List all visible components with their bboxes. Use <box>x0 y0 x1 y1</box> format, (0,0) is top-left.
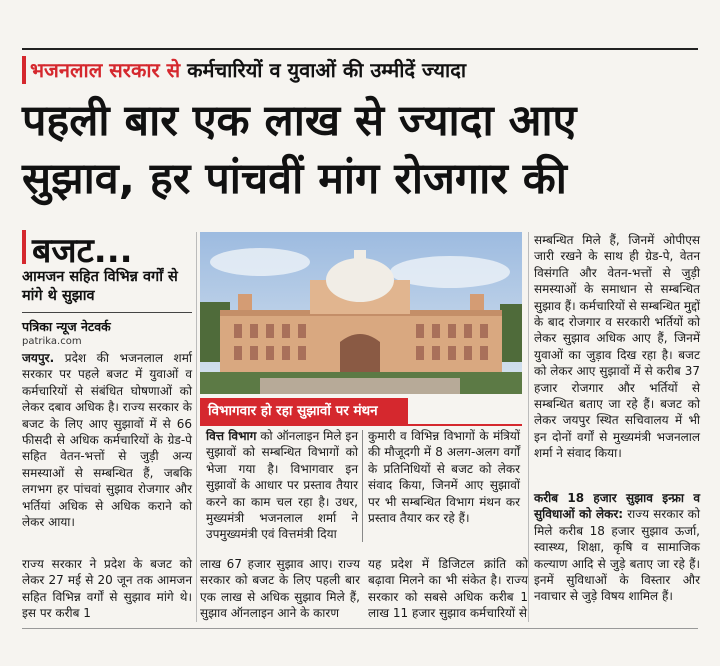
article-column-3-bottom <box>368 556 528 622</box>
col4-bottom-paragraph <box>534 490 700 605</box>
box-col1-text: को ऑनलाइन मिले इन सुझावों को सम्बन्धित विभागों को भेजा गया है। विभागवार इन सुझावों के आधार पर प्रस्ताव तैयार करने का काम चल रहा है। उधर, मुख्यमंत्री भजनलाल शर्मा ने उपमुख्यमंत्री एवं वित्तमंत्री दिया <box>206 429 358 542</box>
box-column-2 <box>368 428 520 526</box>
col2-bottom-paragraph: लाख 67 हजार सुझाव आए। राज्य सरकार को बजट के लिए पहली बार एक लाख से अधिक सुझाव मिले हैं, सुझाव ऑनलाइन आने के कारण <box>200 557 360 621</box>
article-column-4-bottom <box>534 490 700 605</box>
headline-line-2: सुझाव, हर पांचवीं मांग रोजगार की <box>22 154 567 204</box>
article-column-1 <box>22 350 192 530</box>
col4-paragraph: सम्बन्धित मिले हैं, जिनमें ओपीएस जारी रखने के साथ ही ग्रेड-पे, वेतन विसंगति और वेतन-भत्तों से जुड़ी समस्याओं के समाधान से सम्बन्धित सुझाव हैं। कर्मचारियों से सम्बन्धित मुद्दों के बाद रोजगार व सरकारी भर्तियों को लेकर सुझाव अधिक आए हैं, जिनमें युवाओं का जुड़ाव दिख रहा है। बजट को लेकर आए सुझावों में से करीब 37 हजार रोजगार और भर्तियों से सम्बन्धित बताए जा रहे हैं। बजट को लेकर जयपुर स्थित सचिवालय में भी इन दोनों वर्गों से मुख्यमंत्री भजनलाल शर्मा ने संवाद किया। <box>534 233 700 461</box>
box-col1-lead: वित्त विभाग <box>206 429 257 443</box>
infra-subheading: करीब 18 हजार सुझाव इन्फ्रा व सुविधाओं को लेकर: <box>534 491 700 522</box>
headline-accent-bar <box>22 230 26 264</box>
article-column-4 <box>534 232 700 462</box>
bottom-rule <box>22 628 698 629</box>
secretariat-building-image <box>200 232 522 394</box>
byline-url: patrika.com <box>22 336 82 347</box>
box-heading: विभागवार हो रहा सुझावों पर मंथन <box>200 398 408 424</box>
box-column-1 <box>206 428 358 543</box>
headline-line-1: पहली बार एक लाख से ज्यादा आए <box>22 96 577 146</box>
col3-bottom-paragraph: यह प्रदेश में डिजिटल क्रांति को बढ़ावा मिलने का भी संकेत है। राज्य सरकार को सबसे अधिक करीब 1 लाख 11 हजार सुझाव कर्मचारियों से <box>368 557 528 621</box>
subhead-rule <box>22 312 192 313</box>
dateline: जयपुर. <box>22 351 55 365</box>
kicker-line <box>30 56 466 83</box>
kicker-red-text: भजनलाल सरकार से <box>30 58 181 82</box>
col1-text: प्रदेश की भजनलाल शर्मा सरकार पर पहले बजट में युवाओं व कर्मचारियों से संबंधित घोषणाओं को लेकर दबाव अधिक है। राज्य सरकार के बजट के लिए आए सुझावों में से 66 फीसदी से अधिक कर्मचारियों के ग्रेड-पे सहित वेतन-भत्तों से जुड़ी अन्य समस्याओं से सम्बन्धित हैं, जबकि लगभग हर पांचवां सुझाव रोजगार और भर्तियां अधिक से अधिक कराने को लेकर आया। <box>22 351 192 530</box>
infra-text: राज्य सरकार को मिले करीब 18 हजार सुझाव ऊर्जा, स्वास्थ्य, शिक्षा, कृषि व सामाजिक कल्याण आदि से जुड़े बताए जा रहे हैं। इनमें सुविधाओं के विस्तार और नवाचार से जुड़े विषय शामिल हैं। <box>534 507 700 604</box>
col1-paragraph-2: राज्य सरकार ने प्रदेश के बजट को लेकर 27 मई से 20 जून तक आमजन सहित विभिन्न वर्गों से सुझाव मांगे थे। इस पर करीब 1 <box>22 557 192 621</box>
headline-line-3: बजट... <box>32 231 133 271</box>
kicker-accent-bar <box>22 56 26 84</box>
article-column-2-bottom <box>200 556 360 622</box>
col1-paragraph-1 <box>22 350 192 530</box>
box-col2-paragraph: कुमारी व विभिन्न विभागों के मंत्रियों की मौजूदगी में 8 अलग-अलग वर्गों के प्रतिनिधियों से बजट को लेकर संवाद किया, जिनमें आए सुझावों पर भी सम्बन्धित विभाग मंथन कर प्रस्ताव तैयार कर रहे हैं। <box>368 429 520 526</box>
secretariat-photo <box>200 232 522 394</box>
box-column-divider <box>362 430 363 542</box>
kicker-rest-text: कर्मचारियों व युवाओं की उम्मीदें ज्यादा <box>180 58 467 82</box>
subheadline: आमजन सहित विभिन्न वर्गों से मांगे थे सुझाव <box>22 269 178 304</box>
column-divider-1 <box>196 232 197 622</box>
column-divider-2 <box>528 232 529 622</box>
byline: पत्रिका न्यूज नेटवर्क <box>22 319 111 334</box>
box-heading-rule <box>200 424 522 426</box>
top-rule <box>22 48 698 50</box>
box-col1-paragraph <box>206 428 358 543</box>
article-column-1-bottom <box>22 556 192 622</box>
headline <box>22 92 702 208</box>
